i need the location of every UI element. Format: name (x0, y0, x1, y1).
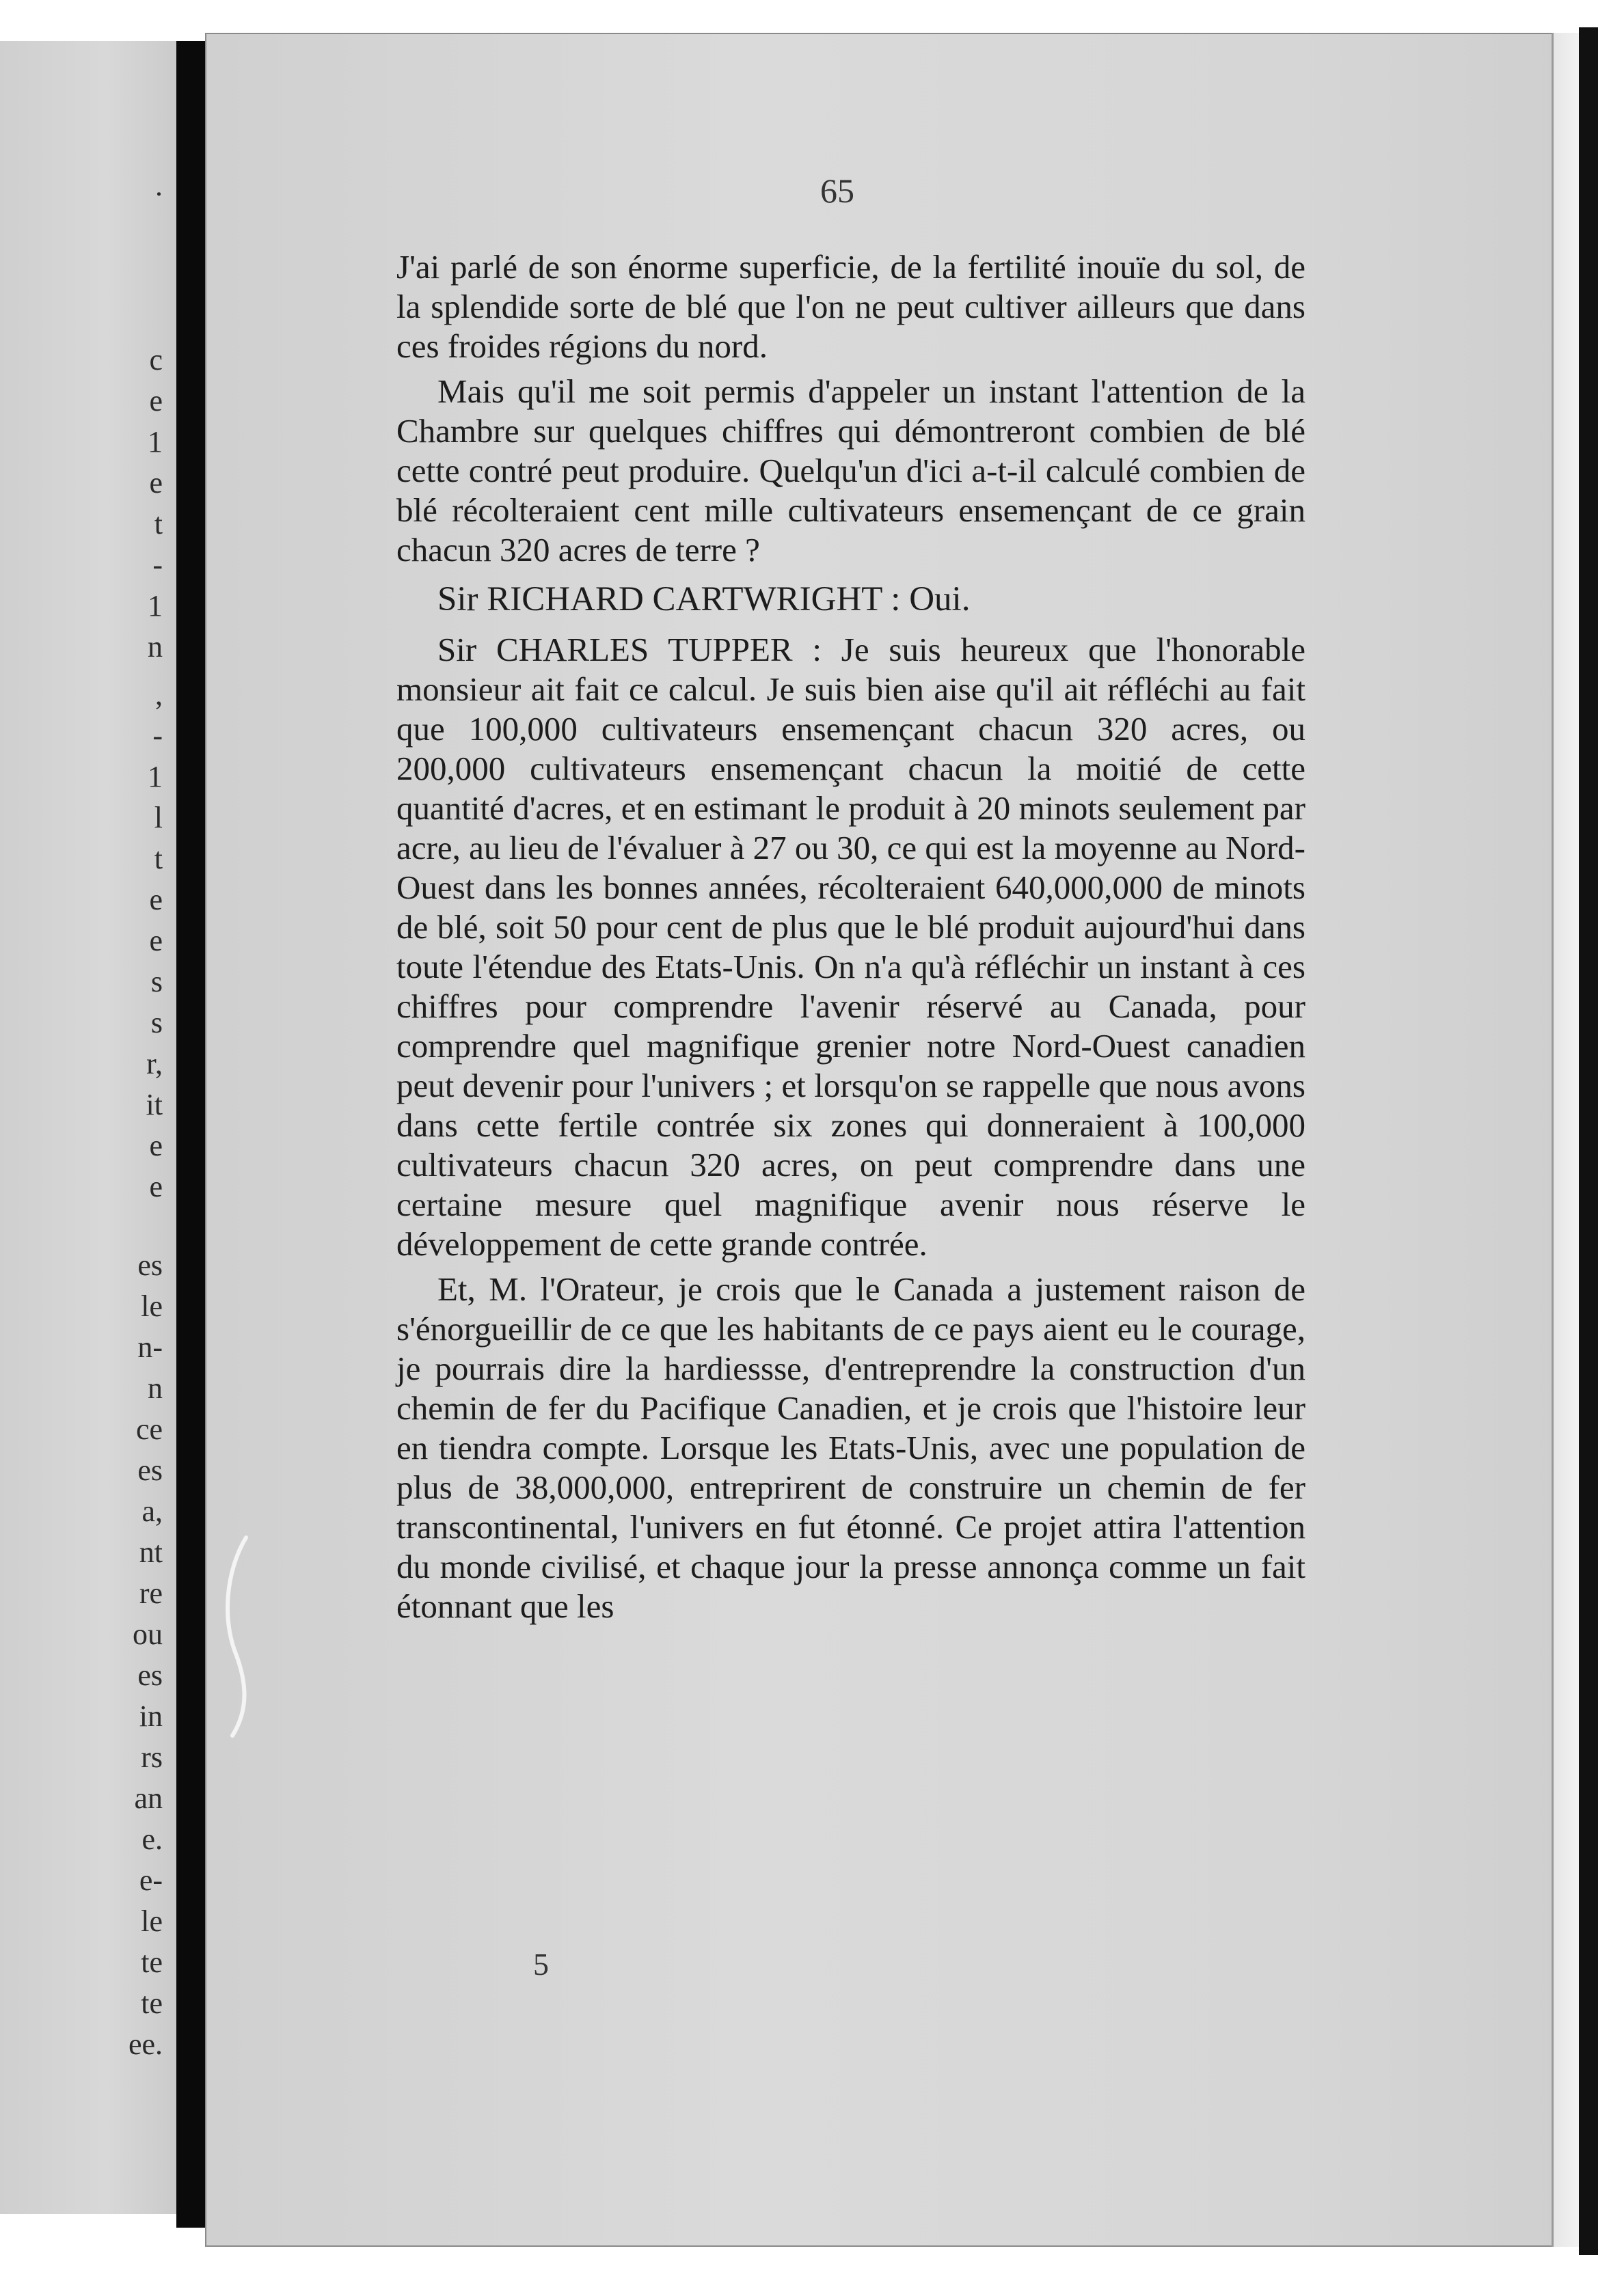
page-edge (1552, 33, 1581, 2247)
pencil-mark (219, 1531, 267, 1749)
speaker-line: Sir RICHARD CARTWRIGHT : Oui. (437, 580, 971, 618)
left-fragment: l (154, 801, 163, 834)
left-fragment: te (141, 1945, 163, 1979)
left-fragment: e (149, 924, 163, 957)
left-fragment: t (154, 842, 163, 875)
left-fragment: es (137, 1248, 163, 1282)
left-fragment: - (152, 719, 163, 752)
left-fragment: le (141, 1904, 163, 1938)
left-fragment: e- (139, 1863, 163, 1897)
left-fragment: , (155, 678, 163, 711)
left-fragment: ce (135, 1412, 163, 1446)
left-page-fragments (0, 41, 176, 2214)
left-fragment: t (154, 507, 163, 541)
left-fragment: r, (146, 1047, 163, 1080)
paragraph: J'ai parlé de son énorme superficie, de la fertilité inouïe du sol, de la splendide sorte de blé que l'on ne peut cultiver ailleurs que dans ces froides régions du nord. (396, 248, 1305, 365)
signature-mark: 5 (533, 1947, 549, 1982)
left-fragment: nt (139, 1535, 163, 1569)
left-fragment: es (137, 1658, 163, 1692)
left-fragment: re (139, 1576, 163, 1610)
left-fragment: rs (141, 1740, 163, 1774)
left-fragment: in (139, 1699, 163, 1733)
body-text (396, 247, 1305, 1632)
left-fragment: 1 (148, 760, 163, 793)
left-fragment: an (134, 1781, 163, 1815)
left-fragment: s (150, 1006, 163, 1039)
left-fragment: e. (141, 1822, 163, 1856)
left-fragment: ou (133, 1617, 163, 1651)
left-fragment: e (149, 466, 163, 500)
left-fragment: n- (137, 1330, 163, 1364)
left-fragment: it (146, 1088, 163, 1121)
left-fragment: e (149, 1170, 163, 1203)
left-fragment: - (152, 548, 163, 582)
paragraph: Et, M. l'Orateur, je crois que le Canada a justement raison de s'énorgueillir de ce que les habitants de ce pays aient eu le courage, je pourrais dire la hardiessse, d'entreprendre la construction d'un chemin de fer du Pacifique Canadien, et je crois que l'histoire leur en tiendra compte. Lorsque les Etats-Unis, avec une population de plus de 38,000,000, entreprirent de construire un chemin de fer transcontinental, l'univers en fut étonné. Ce projet attira l'attention du monde civilisé, et chaque jour la presse annonça comme un fait étonnant que les (396, 1270, 1305, 1625)
left-fragment: le (141, 1289, 163, 1323)
left-fragment: c (149, 343, 163, 377)
paragraph: Sir CHARLES TUPPER : Je suis heureux que l'honorable monsieur ait fait ce calcul. Je suis bien aise qu'il ait réfléchi au fait que 100,000 cultivateurs ensemençant chacun 320 acres, ou 200,000 cultivateurs ensemençant chacun la moitié de cette quantité d'acres, et en estimant le produit à 20 minots seulement par acre, au lieu de l'évaluer à 27 ou 30, ce qui est la moyenne au Nord-Ouest dans les bonnes années, récolteraient 640,000,000 de minots de blé, soit 50 pour cent de plus que le blé produit aujourd'hui dans toute l'étendue des Etats-Unis. On n'a qu'à réfléchir un instant à ces chiffres pour comprendre l'avenir réservé au Canada, pour comprendre quel magnifique grenier notre Nord-Ouest canadien peut devenir pour l'univers ; et lorsqu'on se rappelle que nous avons dans cette fertile contrée six zones qui donneraient à 100,000 cultivateurs chacun 320 acres, on peut comprendre dans une certaine mesure quel magnifique avenir nous réserve le développement de cette grande contrée. (396, 631, 1305, 1263)
left-fragment: ee. (128, 2027, 163, 2061)
left-fragment: a, (141, 1494, 163, 1528)
left-fragment: e (149, 883, 163, 916)
left-fragment: s (150, 965, 163, 998)
adjacent-left-page (0, 41, 176, 2214)
left-fragment: n (148, 630, 163, 664)
left-fragment: 1 (148, 425, 163, 459)
book-gutter (176, 41, 208, 2228)
left-fragment: te (141, 1986, 163, 2020)
left-fragment: n (148, 1371, 163, 1405)
left-fragment: es (137, 1453, 163, 1487)
left-fragment: e (149, 384, 163, 418)
left-fragment: e (149, 1129, 163, 1162)
scan-border (1579, 27, 1598, 2255)
page-number: 65 (820, 172, 854, 210)
left-fragment: . (155, 169, 163, 202)
paragraph: Mais qu'il me soit permis d'appeler un instant l'attention de la Chambre sur quelques chiffres qui démontreront combien de blé cette contré peut produire. Quelqu'un d'ici a-t-il calculé combien de blé récolteraient cent mille cultivateurs ensemençant de ce grain chacun 320 acres de terre ? (396, 372, 1305, 569)
left-fragment: 1 (148, 589, 163, 623)
